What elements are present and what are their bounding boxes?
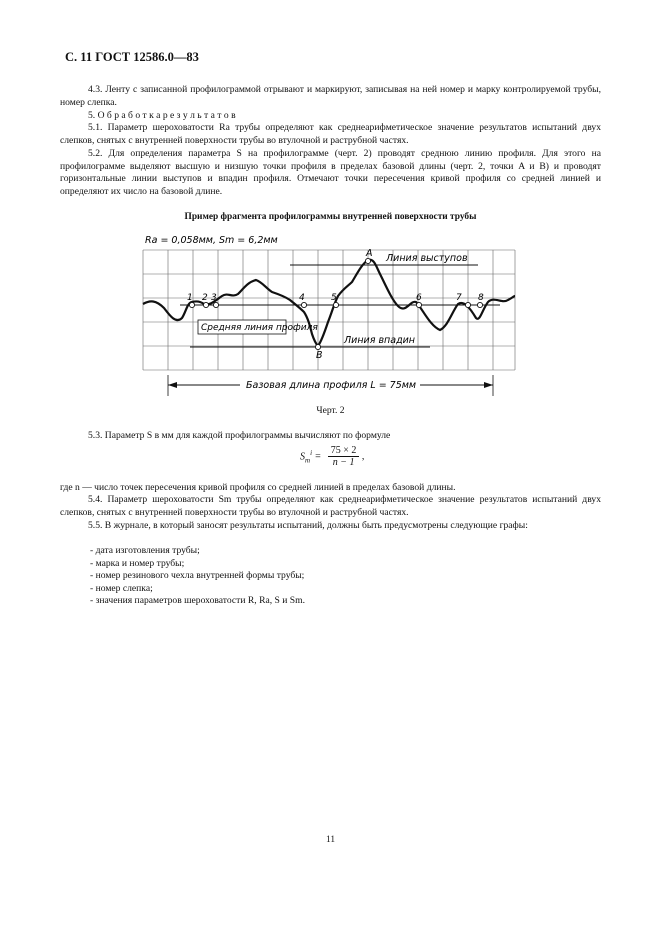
- point-2-marker: [203, 302, 208, 307]
- figure-caption: Черт. 2: [316, 405, 345, 416]
- page-number: 11: [325, 835, 336, 845]
- point-4-label: 4: [299, 293, 305, 303]
- list-item: - дата изготовления трубы;: [90, 545, 200, 556]
- formula-lhs: $S_m^i$ =: [300, 448, 322, 465]
- point-6-marker: [416, 302, 421, 307]
- formula-numerator: 75 × 2: [328, 445, 360, 457]
- parameters-annotation: Ra = 0,058мм, Sm = 6,2мм: [145, 235, 278, 246]
- profilogram-figure: [140, 230, 518, 400]
- base-length-label: Базовая длина профиля L = 75мм: [246, 380, 417, 391]
- list-item: - значения параметров шероховатости R, Ra, S и Sm.: [90, 595, 306, 606]
- point-3-label: 3: [211, 293, 217, 303]
- mean-line-label: Средняя линия профиля: [201, 323, 318, 333]
- paragraph-5-4: 5.4. Параметр шероховатости Sm трубы определяют как среднеарифметическое значение результатов испытаний двух слепков, снятых с внутренней поверхности трубы во втулочной и раструбной частях.: [60, 494, 601, 518]
- point-a-label: A: [366, 248, 373, 259]
- point-b-marker: [315, 344, 320, 349]
- point-5-marker: [333, 302, 338, 307]
- point-a-marker: [365, 258, 370, 263]
- point-6-label: 6: [416, 293, 422, 303]
- point-7-label: 7: [456, 293, 462, 303]
- point-3-marker: [213, 302, 218, 307]
- point-8-marker: [477, 302, 482, 307]
- paragraph-5-5: 5.5. В журнале, в который заносят результаты испытаний, должны быть предусмотрены следующие графы:: [88, 520, 528, 531]
- section-5-title: 5. О б р а б о т к а р е з у л ь т а т о в: [88, 110, 236, 121]
- point-7-marker: [465, 302, 470, 307]
- peak-line-label: Линия выступов: [386, 253, 468, 264]
- paragraph-5-2: 5.2. Для определения параметра S на профилограмме (черт. 2) проводят среднюю линию профиля. Для этого на профилограмме выделяют высшую и низшую точки профиля в пределах базовой длины (черт. 2, точки A и B) и проводят горизонтальные линии выступов и впадин профиля. Отмечают точки пересечения кривой профиля со средней линией и определяют их число на базовой длине.: [60, 148, 601, 197]
- list-item: - марка и номер трубы;: [90, 557, 185, 569]
- list-item: - номер резинового чехла внутренней формы трубы;: [90, 570, 305, 581]
- point-5-label: 5: [331, 293, 337, 303]
- point-2-label: 2: [202, 293, 208, 303]
- paragraph-5-1: 5.1. Параметр шероховатости Ra трубы определяют как среднеарифметическое значение результатов испытаний двух слепков, снятых с внутренней поверхности трубы во втулочной и раструбной частях.: [60, 122, 601, 146]
- list-item: - номер слепка;: [90, 582, 153, 594]
- formula-fraction: [328, 445, 360, 468]
- point-8-label: 8: [478, 293, 484, 303]
- point-b-label: B: [316, 350, 323, 361]
- figure-title: Пример фрагмента профилограммы внутренней поверхности трубы: [184, 212, 477, 222]
- paragraph-4-3: 4.3. Ленту с записанной профилограммой отрывают и маркируют, записывая на ней номер и марку контролируемой трубы, номер слепка.: [60, 84, 601, 108]
- formula-denominator: n − 1: [332, 457, 355, 468]
- valley-line-label: Линия впадин: [344, 335, 416, 346]
- formula: $S_m^i$ = $\frac{75 \times 2}{n - 1}$ ,: [300, 445, 365, 468]
- page-header: С. 11 ГОСТ 12586.0—83: [65, 50, 199, 64]
- point-4-marker: [301, 302, 306, 307]
- point-1-marker: [189, 302, 194, 307]
- paragraph-5-3: 5.3. Параметр S в мм для каждой профилограммы вычисляют по формуле: [88, 430, 391, 441]
- paragraph-5-3-where: где n — число точек пересечения кривой профиля со средней линией в пределах базовой длины.: [60, 482, 456, 493]
- grid: [143, 250, 515, 370]
- journal-fields-list: [90, 545, 305, 608]
- point-1-label: 1: [187, 293, 193, 303]
